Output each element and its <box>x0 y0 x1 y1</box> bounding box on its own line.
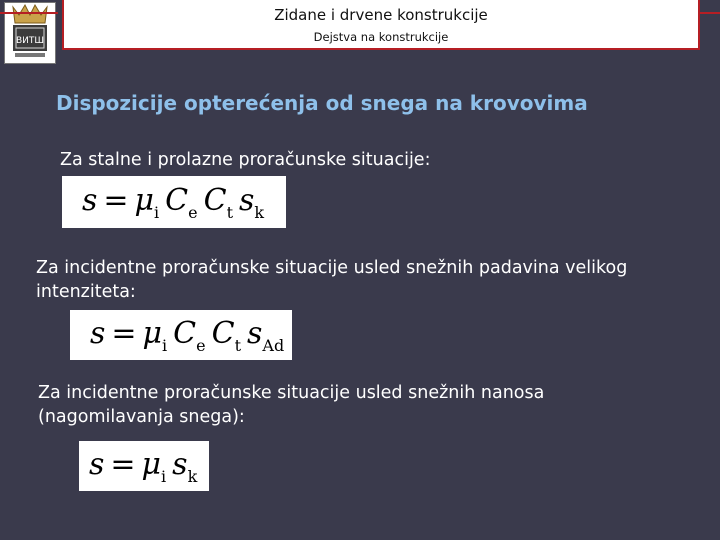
item-text-1: Za stalne i prolazne proračunske situacije: <box>60 150 431 170</box>
logo-text: ВИТШ <box>15 36 45 46</box>
formula-2: $s = \mu_i$ $C_e$ $C_t$ $s_{Ad}$ <box>70 310 292 360</box>
item-text-3: Za incidentne proračunske situacije usled snežnih nanosa (nagomilavanja snega): <box>38 383 545 427</box>
item-text-2: Za incidentne proračunske situacije usled snežnih padavina velikog intenziteta: <box>36 258 628 302</box>
course-title: Zidane i drvene konstrukcije <box>274 6 488 24</box>
formula-3: $s = \mu_i$ $s_k$ <box>79 441 209 491</box>
section-title: Dejstva na konstrukcije <box>313 30 449 44</box>
header-banner <box>62 0 700 50</box>
header-rule-left <box>0 12 58 14</box>
formula-1: $s = \mu_i$ $C_e$ $C_t$ $s_k$ <box>62 176 286 228</box>
slide-title: Dispozicije opterećenja od snega na krovovima <box>56 91 588 115</box>
header-rule-right <box>698 12 720 14</box>
